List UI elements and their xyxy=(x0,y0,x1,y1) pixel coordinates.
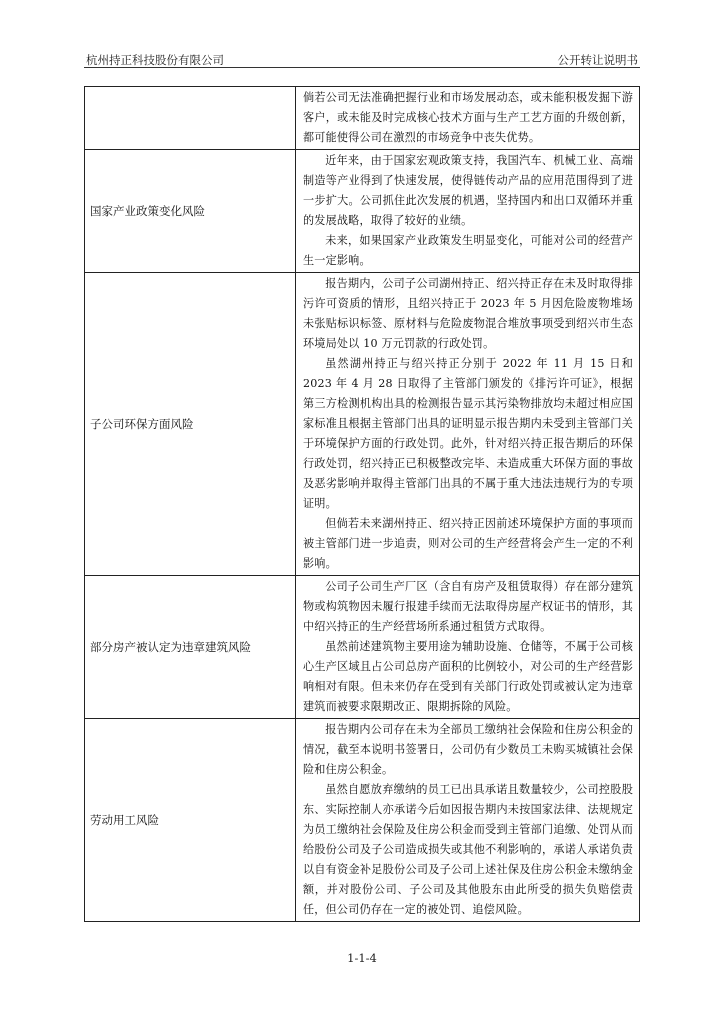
table-row xyxy=(85,150,640,273)
page-header xyxy=(84,50,640,68)
table-row xyxy=(85,576,640,719)
risk-name-cell: 国家产业政策变化风险 xyxy=(85,150,296,273)
description-paragraph: 虽然湖州持正与绍兴持正分别于 2022 年 11 月 15 日和 2023 年 4 月 28 日取得了主管部门颁发的《排污许可证》，根据第三方检测机构出具的检测报告显示其污染物排放均未超过相应国家标准且根据主管部门出具的证明显示报告期内未受到主管部门关于环境保护方面的行政处罚。此外，针对绍兴持正报告期后的环保行政处罚，绍兴持正已积极整改完毕、未造成重大环保方面的事故及恶劣影响并取得主管部门出具的不属于重大违法违规行为的专项证明。 xyxy=(303,357,633,510)
risk-description-cell xyxy=(296,87,640,150)
description-paragraph: 报告期内公司存在未为全部员工缴纳社会保险和住房公积金的情况，截至本说明书签署日，公司仍有少数员工未购买城镇社会保险和住房公积金。 xyxy=(303,723,633,776)
company-name: 杭州持正科技股份有限公司 xyxy=(86,53,224,67)
description-paragraph: 报告期内，公司子公司湖州持正、绍兴持正存在未及时取得排污许可资质的情形，且绍兴持正于 2023 年 5 月因危险废物堆场未张贴标识标签、原材料与危险废物混合堆放事项受到绍兴市生态环境局处以 10 万元罚款的行政处罚。 xyxy=(303,277,633,350)
risk-description-cell xyxy=(296,273,640,576)
risk-description-cell xyxy=(296,576,640,719)
description-paragraph: 近年来，由于国家宏观政策支持，我国汽车、机械工业、高端制造等产业得到了快速发展，使得链传动产品的应用范围得到了进一步扩大。公司抓住此次发展的机遇，坚持国内和出口双循环并重的发展战略，取得了较好的业绩。 xyxy=(303,154,633,227)
table-row xyxy=(85,87,640,150)
risk-factor-table xyxy=(84,86,640,922)
description-paragraph: 未来，如果国家产业政策发生明显变化，可能对公司的经营产生一定影响。 xyxy=(303,234,633,267)
description-paragraph: 倘若公司无法准确把握行业和市场发展动态，或未能积极发掘下游客户，或未能及时完成核心技术方面与生产工艺方面的升级创新，都可能使得公司在激烈的市场竞争中丧失优势。 xyxy=(303,91,633,144)
risk-name-cell xyxy=(85,87,296,150)
description-paragraph: 但倘若未来湖州持正、绍兴持正因前述环境保护方面的事项而被主管部门进一步追责，则对公司的生产经营将会产生一定的不利影响。 xyxy=(303,517,633,570)
risk-description-cell xyxy=(296,719,640,922)
risk-name-cell: 子公司环保方面风险 xyxy=(85,273,296,576)
risk-description-cell xyxy=(296,150,640,273)
table-row xyxy=(85,719,640,922)
page-number: 1-1-4 xyxy=(347,951,377,965)
header-divider xyxy=(84,67,640,68)
table-row xyxy=(85,273,640,576)
description-paragraph: 虽然自愿放弃缴纳的员工已出具承诺且数量较少，公司控股股东、实际控制人亦承诺今后如因报告期内未按国家法律、法规规定为员工缴纳社会保险及住房公积金而受到主管部门追缴、处罚从而给股份公司及子公司造成损失或其他不利影响的，承诺人承诺负责以自有资金补足股份公司及子公司上述社保及住房公积金未缴纳金额，并对股份公司、子公司及其他股东由此所受的损失负赔偿责任，但公司仍存在一定的被处罚、追偿风险。 xyxy=(303,783,633,916)
risk-name-cell: 劳动用工风险 xyxy=(85,719,296,922)
description-paragraph: 公司子公司生产厂区（含自有房产及租赁取得）存在部分建筑物或构筑物因未履行报建手续而无法取得房屋产权证书的情形，其中绍兴持正的生产经营场所系通过租赁方式取得。 xyxy=(303,580,633,633)
risk-name-cell: 部分房产被认定为违章建筑风险 xyxy=(85,576,296,719)
description-paragraph: 虽然前述建筑物主要用途为辅助设施、仓储等，不属于公司核心生产区域且占公司总房产面积的比例较小，对公司的生产经营影响相对有限。但未来仍存在受到有关部门行政处罚或被认定为违章建筑而被要求限期改正、限期拆除的风险。 xyxy=(303,640,633,713)
document-title: 公开转让说明书 xyxy=(557,53,638,67)
